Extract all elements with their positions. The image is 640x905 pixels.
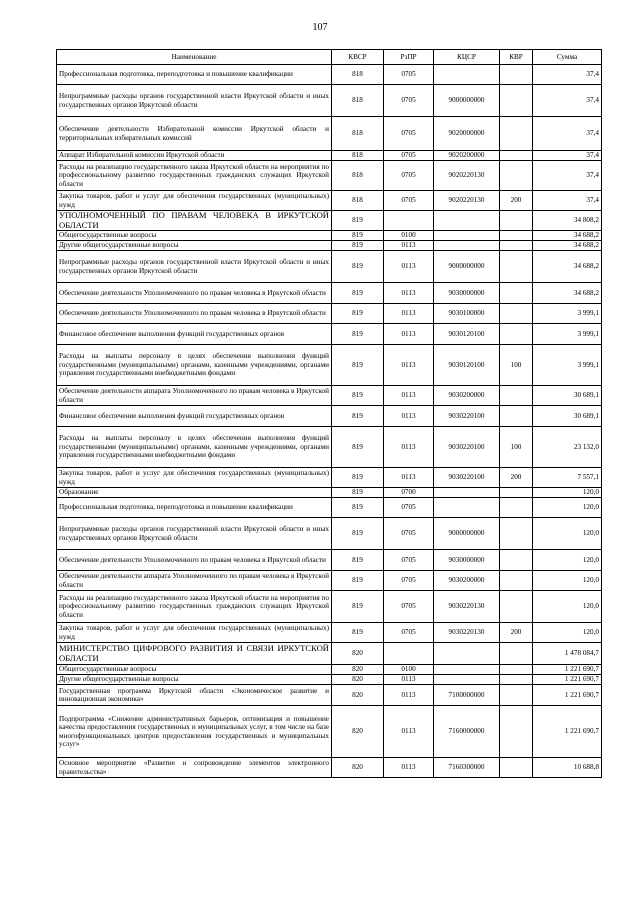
- cell-sum: 37,4: [533, 151, 602, 161]
- cell-name: Общегосударственные вопросы: [57, 665, 332, 675]
- column-header-kvr: КВР: [500, 50, 533, 65]
- cell-sum: 1 478 084,7: [533, 643, 602, 665]
- cell-kcsr: [434, 488, 500, 498]
- cell-name: Обеспечение деятельности Уполномоченного по правам человека в Иркутской области: [57, 304, 332, 324]
- cell-kvr: [500, 251, 533, 283]
- table-row: [57, 591, 602, 623]
- cell-kvsr: 819: [332, 427, 384, 468]
- table-row: [57, 345, 602, 386]
- table-row: [57, 191, 602, 211]
- table-row: [57, 665, 602, 675]
- cell-kvr: [500, 151, 533, 161]
- cell-kvsr: 820: [332, 643, 384, 665]
- cell-sum: 37,4: [533, 191, 602, 211]
- cell-rzpr: 0113: [384, 427, 434, 468]
- table-row: [57, 427, 602, 468]
- table-row: [57, 85, 602, 117]
- cell-name: Профессиональная подготовка, переподготовка и повышение квалификации: [57, 498, 332, 518]
- cell-rzpr: 0113: [384, 758, 434, 778]
- cell-kcsr: [434, 675, 500, 685]
- table-header-row: [57, 50, 602, 65]
- cell-rzpr: 0113: [384, 468, 434, 488]
- cell-kcsr: 9030220100: [434, 406, 500, 427]
- cell-kvsr: 819: [332, 468, 384, 488]
- cell-kvr: [500, 550, 533, 571]
- cell-sum: 34 688,2: [533, 283, 602, 304]
- cell-kcsr: 9030100000: [434, 304, 500, 324]
- cell-kvsr: 820: [332, 685, 384, 706]
- cell-name: УПОЛНОМОЧЕННЫЙ ПО ПРАВАМ ЧЕЛОВЕКА В ИРКУТСКОЙ ОБЛАСТИ: [57, 211, 332, 231]
- table-row: [57, 324, 602, 345]
- cell-kvr: [500, 571, 533, 591]
- table-row: [57, 675, 602, 685]
- cell-sum: 1 221 690,7: [533, 706, 602, 758]
- cell-kvr: [500, 231, 533, 241]
- cell-kcsr: [434, 665, 500, 675]
- cell-kcsr: 9020200000: [434, 151, 500, 161]
- cell-rzpr: 0113: [384, 706, 434, 758]
- cell-kvr: [500, 758, 533, 778]
- cell-sum: 1 221 690,7: [533, 685, 602, 706]
- cell-kvsr: 819: [332, 498, 384, 518]
- cell-sum: 30 689,1: [533, 406, 602, 427]
- cell-sum: 120,0: [533, 591, 602, 623]
- table-row: [57, 571, 602, 591]
- cell-kcsr: 9020220130: [434, 161, 500, 191]
- table-row: [57, 406, 602, 427]
- cell-name: Обеспечение деятельности Избирательной комиссии Иркутской области и территориальных избирательных комиссий: [57, 117, 332, 151]
- cell-name: Профессиональная подготовка, переподготовка и повышение квалификации: [57, 65, 332, 85]
- cell-kvr: [500, 706, 533, 758]
- cell-kvr: [500, 241, 533, 251]
- cell-name: Аппарат Избирательной комиссии Иркутской области: [57, 151, 332, 161]
- cell-kvr: [500, 211, 533, 231]
- cell-kcsr: 7160300000: [434, 758, 500, 778]
- cell-sum: 37,4: [533, 117, 602, 151]
- cell-sum: 120,0: [533, 518, 602, 550]
- cell-name: Закупка товаров, работ и услуг для обеспечения государственных (муниципальных) нужд: [57, 623, 332, 643]
- cell-sum: 3 999,1: [533, 324, 602, 345]
- cell-kvr: 100: [500, 427, 533, 468]
- cell-kvsr: 819: [332, 518, 384, 550]
- cell-kvsr: 819: [332, 231, 384, 241]
- cell-kcsr: 9030120100: [434, 324, 500, 345]
- cell-rzpr: 0700: [384, 488, 434, 498]
- cell-kcsr: 7100000000: [434, 685, 500, 706]
- cell-name: Непрограммные расходы органов государственной власти Иркутской области и иных государственных органов Иркутской области: [57, 251, 332, 283]
- table-row: [57, 643, 602, 665]
- cell-kvr: [500, 685, 533, 706]
- cell-name: Расходы на выплаты персоналу в целях обеспечения выполнения функций государственными (муниципальными) органами, казенными учреждениями, органами управления государственными внебюджетными фондами: [57, 345, 332, 386]
- cell-kvr: [500, 665, 533, 675]
- cell-kvsr: 819: [332, 571, 384, 591]
- cell-kvsr: 820: [332, 675, 384, 685]
- column-header-kvsr: КВСР: [332, 50, 384, 65]
- cell-rzpr: 0113: [384, 386, 434, 406]
- cell-sum: 3 999,1: [533, 345, 602, 386]
- table-row: [57, 468, 602, 488]
- cell-sum: 1 221 690,7: [533, 675, 602, 685]
- table-row: [57, 386, 602, 406]
- cell-sum: 120,0: [533, 623, 602, 643]
- cell-kvsr: 819: [332, 386, 384, 406]
- cell-name: Непрограммные расходы органов государственной власти Иркутской области и иных государственных органов Иркутской области: [57, 85, 332, 117]
- cell-kvsr: 818: [332, 65, 384, 85]
- cell-kcsr: 9030000000: [434, 550, 500, 571]
- cell-sum: 34 688,2: [533, 241, 602, 251]
- cell-kcsr: 9030220130: [434, 591, 500, 623]
- cell-kvsr: 819: [332, 591, 384, 623]
- cell-kcsr: [434, 231, 500, 241]
- cell-rzpr: 0705: [384, 550, 434, 571]
- cell-sum: 37,4: [533, 65, 602, 85]
- page-number: 107: [312, 22, 328, 33]
- cell-kvsr: 819: [332, 324, 384, 345]
- cell-sum: 120,0: [533, 488, 602, 498]
- cell-kvr: [500, 117, 533, 151]
- cell-rzpr: 0100: [384, 231, 434, 241]
- cell-kvsr: 818: [332, 151, 384, 161]
- cell-rzpr: 0113: [384, 345, 434, 386]
- cell-sum: 1 221 690,7: [533, 665, 602, 675]
- table-row: [57, 706, 602, 758]
- cell-kvr: 200: [500, 623, 533, 643]
- cell-kvsr: 819: [332, 304, 384, 324]
- cell-rzpr: 0113: [384, 304, 434, 324]
- cell-kvr: [500, 65, 533, 85]
- column-header-name: Наименование: [57, 50, 332, 65]
- cell-name: Общегосударственные вопросы: [57, 231, 332, 241]
- cell-name: Основное мероприятие «Развитие и сопровождение элементов электронного правительства»: [57, 758, 332, 778]
- cell-rzpr: 0705: [384, 117, 434, 151]
- cell-kvsr: 820: [332, 665, 384, 675]
- cell-kcsr: 9000000000: [434, 518, 500, 550]
- cell-kvr: [500, 498, 533, 518]
- table-row: [57, 65, 602, 85]
- cell-name: Непрограммные расходы органов государственной власти Иркутской области и иных государственных органов Иркутской области: [57, 518, 332, 550]
- cell-name: Другие общегосударственные вопросы: [57, 241, 332, 251]
- cell-rzpr: 0113: [384, 283, 434, 304]
- cell-kcsr: [434, 498, 500, 518]
- cell-name: Другие общегосударственные вопросы: [57, 675, 332, 685]
- table-row: [57, 518, 602, 550]
- cell-name: Обеспечение деятельности аппарата Уполномоченного по правам человека в Иркутской области: [57, 386, 332, 406]
- cell-kvr: [500, 488, 533, 498]
- cell-kcsr: [434, 211, 500, 231]
- cell-rzpr: 0113: [384, 251, 434, 283]
- cell-kvsr: 819: [332, 550, 384, 571]
- cell-kvr: [500, 675, 533, 685]
- cell-rzpr: 0705: [384, 85, 434, 117]
- cell-kvr: [500, 386, 533, 406]
- cell-name: Обеспечение деятельности Уполномоченного по правам человека в Иркутской области: [57, 283, 332, 304]
- cell-kvr: [500, 518, 533, 550]
- cell-rzpr: 0705: [384, 151, 434, 161]
- cell-kvsr: 819: [332, 241, 384, 251]
- cell-kcsr: 9030000000: [434, 283, 500, 304]
- cell-kvsr: 819: [332, 211, 384, 231]
- cell-kvr: [500, 283, 533, 304]
- cell-sum: 120,0: [533, 550, 602, 571]
- table-row: [57, 623, 602, 643]
- cell-kcsr: [434, 65, 500, 85]
- cell-rzpr: 0113: [384, 324, 434, 345]
- cell-kvsr: 818: [332, 85, 384, 117]
- cell-rzpr: 0705: [384, 591, 434, 623]
- cell-kvsr: 820: [332, 706, 384, 758]
- cell-name: Образование: [57, 488, 332, 498]
- cell-sum: 3 999,1: [533, 304, 602, 324]
- cell-kvr: [500, 324, 533, 345]
- table-row: [57, 151, 602, 161]
- cell-kvsr: 819: [332, 623, 384, 643]
- column-header-rzpr: РзПР: [384, 50, 434, 65]
- cell-kcsr: 9030220100: [434, 427, 500, 468]
- table-row: [57, 231, 602, 241]
- table-row: [57, 498, 602, 518]
- table-row: [57, 283, 602, 304]
- cell-kvr: [500, 643, 533, 665]
- cell-kvr: [500, 304, 533, 324]
- cell-rzpr: 0705: [384, 623, 434, 643]
- cell-sum: 37,4: [533, 161, 602, 191]
- cell-kcsr: 9020220130: [434, 191, 500, 211]
- cell-kvsr: 819: [332, 283, 384, 304]
- cell-kcsr: 9030200000: [434, 386, 500, 406]
- cell-kcsr: 9030220130: [434, 623, 500, 643]
- cell-name: Подпрограмма «Снижение административных барьеров, оптимизация и повышение качества предоставления государственных и муниципальных услуг, в том числе на базе многофункциональных центров предоставления государственных и муниципальных услуг»: [57, 706, 332, 758]
- table-row: [57, 211, 602, 231]
- cell-name: Расходы на выплаты персоналу в целях обеспечения выполнения функций государственными (муниципальными) органами, казенными учреждениями, органами управления государственными внебюджетными фондами: [57, 427, 332, 468]
- cell-sum: 23 132,0: [533, 427, 602, 468]
- table-row: [57, 304, 602, 324]
- cell-rzpr: 0705: [384, 161, 434, 191]
- cell-name: Расходы на реализацию государственного заказа Иркутской области на мероприятия по профессиональному развитию государственных гражданских служащих Иркутской области: [57, 591, 332, 623]
- cell-rzpr: 0705: [384, 191, 434, 211]
- cell-kcsr: 9020000000: [434, 117, 500, 151]
- cell-kvsr: 819: [332, 345, 384, 386]
- cell-rzpr: 0705: [384, 498, 434, 518]
- cell-kcsr: 9030220100: [434, 468, 500, 488]
- cell-kvsr: 819: [332, 251, 384, 283]
- cell-sum: 7 557,1: [533, 468, 602, 488]
- cell-kvsr: 819: [332, 406, 384, 427]
- cell-name: Расходы на реализацию государственного заказа Иркутской области на мероприятия по профессиональному развитию государственных гражданских служащих Иркутской области: [57, 161, 332, 191]
- cell-kvr: [500, 161, 533, 191]
- cell-kcsr: 7160000000: [434, 706, 500, 758]
- cell-kvsr: 819: [332, 488, 384, 498]
- budget-table: [56, 49, 602, 778]
- cell-kcsr: 9030120100: [434, 345, 500, 386]
- cell-kvr: [500, 85, 533, 117]
- cell-kcsr: 9000000000: [434, 85, 500, 117]
- cell-sum: 34 808,2: [533, 211, 602, 231]
- table-row: [57, 251, 602, 283]
- column-header-sum: Сумма: [533, 50, 602, 65]
- cell-sum: 37,4: [533, 85, 602, 117]
- cell-kvsr: 818: [332, 117, 384, 151]
- cell-kvr: [500, 406, 533, 427]
- cell-rzpr: 0113: [384, 406, 434, 427]
- cell-kvr: 200: [500, 191, 533, 211]
- cell-name: Закупка товаров, работ и услуг для обеспечения государственных (муниципальных) нужд: [57, 468, 332, 488]
- cell-name: Обеспечение деятельности аппарата Уполномоченного по правам человека в Иркутской области: [57, 571, 332, 591]
- table-row: [57, 161, 602, 191]
- cell-sum: 34 688,2: [533, 251, 602, 283]
- cell-kvsr: 818: [332, 161, 384, 191]
- table-row: [57, 685, 602, 706]
- cell-kvr: 100: [500, 345, 533, 386]
- cell-kcsr: [434, 241, 500, 251]
- cell-name: Финансовое обеспечение выполнения функций государственных органов: [57, 406, 332, 427]
- cell-sum: 120,0: [533, 571, 602, 591]
- cell-sum: 34 688,2: [533, 231, 602, 241]
- cell-name: Финансовое обеспечение выполнения функций государственных органов: [57, 324, 332, 345]
- cell-rzpr: 0113: [384, 685, 434, 706]
- cell-rzpr: 0113: [384, 241, 434, 251]
- cell-name: МИНИСТЕРСТВО ЦИФРОВОГО РАЗВИТИЯ И СВЯЗИ ИРКУТСКОЙ ОБЛАСТИ: [57, 643, 332, 665]
- cell-sum: 10 688,8: [533, 758, 602, 778]
- column-header-kcsr: КЦСР: [434, 50, 500, 65]
- cell-kvr: [500, 591, 533, 623]
- table-row: [57, 241, 602, 251]
- cell-name: Закупка товаров, работ и услуг для обеспечения государственных (муниципальных) нужд: [57, 191, 332, 211]
- cell-sum: 120,0: [533, 498, 602, 518]
- table-row: [57, 758, 602, 778]
- cell-kvsr: 818: [332, 191, 384, 211]
- cell-rzpr: 0705: [384, 571, 434, 591]
- table-row: [57, 488, 602, 498]
- cell-kcsr: 9000000000: [434, 251, 500, 283]
- cell-kcsr: [434, 643, 500, 665]
- cell-sum: 30 689,1: [533, 386, 602, 406]
- cell-rzpr: 0100: [384, 665, 434, 675]
- table-row: [57, 117, 602, 151]
- table-row: [57, 550, 602, 571]
- cell-rzpr: 0705: [384, 518, 434, 550]
- cell-rzpr: [384, 211, 434, 231]
- cell-name: Обеспечение деятельности Уполномоченного по правам человека в Иркутской области: [57, 550, 332, 571]
- cell-rzpr: [384, 643, 434, 665]
- cell-kvr: 200: [500, 468, 533, 488]
- cell-kvsr: 820: [332, 758, 384, 778]
- cell-kcsr: 9030200000: [434, 571, 500, 591]
- cell-rzpr: 0113: [384, 675, 434, 685]
- cell-rzpr: 0705: [384, 65, 434, 85]
- cell-name: Государственная программа Иркутской области «Экономическое развитие и инновационная экономика»: [57, 685, 332, 706]
